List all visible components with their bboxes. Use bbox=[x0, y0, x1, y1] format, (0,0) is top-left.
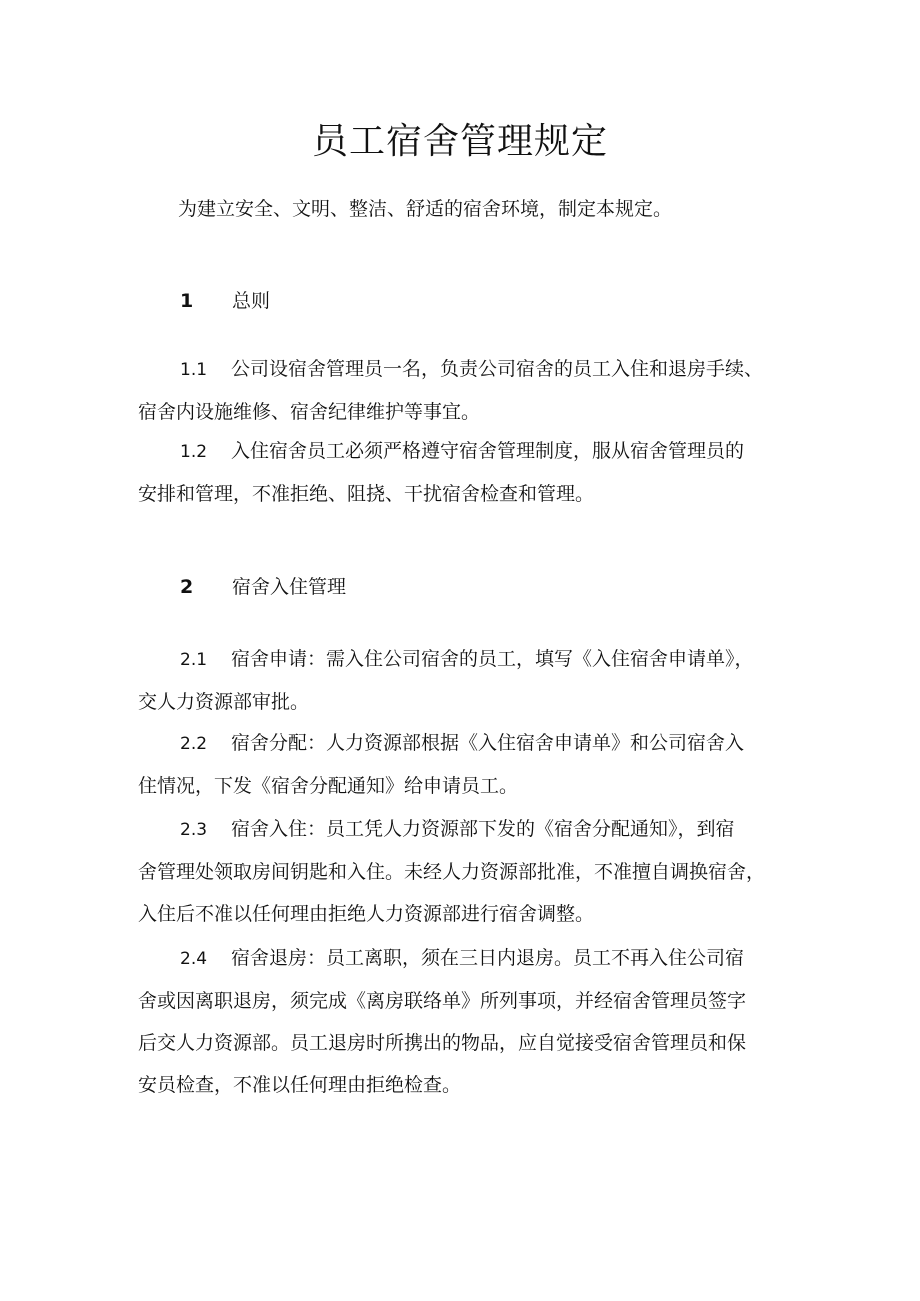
section-title: 总则 bbox=[232, 290, 271, 312]
clause-text-line: 住情况，下发《宿舍分配通知》给申请员工。 bbox=[138, 775, 519, 797]
section-title: 宿舍入住管理 bbox=[232, 576, 347, 598]
clause-text-line: 安员检查，不准以任何理由拒绝检查。 bbox=[138, 1074, 462, 1096]
intro-paragraph: 为建立安全、文明、整洁、舒适的宿舍环境，制定本规定。 bbox=[178, 198, 673, 220]
clause-text-line: 公司设宿舍管理员一名，负责公司宿舍的员工入住和退房手续、 bbox=[231, 358, 764, 380]
document-title: 员工宿舍管理规定 bbox=[311, 121, 608, 162]
clause-1-2 bbox=[138, 430, 798, 515]
section-number: 1 bbox=[180, 290, 194, 312]
clause-2-2 bbox=[138, 722, 798, 807]
clause-text-line: 宿舍退房：员工离职，须在三日内退房。员工不再入住公司宿 bbox=[231, 947, 745, 969]
clause-2-1 bbox=[138, 638, 798, 723]
clause-2-3 bbox=[138, 808, 798, 935]
clause-number: 1.2 bbox=[180, 442, 208, 462]
section-number: 2 bbox=[180, 576, 194, 598]
clause-text-line: 宿舍内设施维修、宿舍纪律维护等事宜。 bbox=[138, 401, 481, 423]
clause-text-line: 宿舍入住：员工凭人力资源部下发的《宿舍分配通知》，到宿 bbox=[231, 818, 735, 840]
clause-text-line: 舍或因离职退房，须完成《离房联络单》所列事项，并经宿舍管理员签字 bbox=[138, 990, 747, 1012]
clause-number: 1.1 bbox=[180, 360, 208, 380]
clause-text-line: 交人力资源部审批。 bbox=[138, 691, 310, 713]
clause-text-line: 入住宿舍员工必须严格遵守宿舍管理制度，服从宿舍管理员的 bbox=[231, 440, 745, 462]
clause-text-line: 舍管理处领取房间钥匙和入住。未经人力资源部批准，不准擅自调换宿舍， bbox=[138, 861, 766, 883]
clause-1-1 bbox=[138, 348, 798, 433]
clause-text-line: 宿舍分配：人力资源部根据《入住宿舍申请单》和公司宿舍入 bbox=[231, 732, 745, 754]
clause-number: 2.3 bbox=[180, 820, 208, 840]
clause-number: 2.4 bbox=[180, 949, 208, 969]
clause-number: 2.1 bbox=[180, 650, 208, 670]
section-heading-1 bbox=[180, 286, 270, 316]
clause-text-line: 后交人力资源部。员工退房时所携出的物品，应自觉接受宿舍管理员和保 bbox=[138, 1032, 747, 1054]
clause-2-4 bbox=[138, 937, 798, 1106]
clause-text-line: 宿舍申请：需入住公司宿舍的员工，填写《入住宿舍申请单》， bbox=[231, 648, 754, 670]
clause-text-line: 安排和管理，不准拒绝、阻挠、干扰宿舍检查和管理。 bbox=[138, 483, 595, 505]
section-heading-2 bbox=[180, 572, 346, 602]
clause-number: 2.2 bbox=[180, 734, 208, 754]
clause-text-line: 入住后不准以任何理由拒绝人力资源部进行宿舍调整。 bbox=[138, 903, 595, 925]
